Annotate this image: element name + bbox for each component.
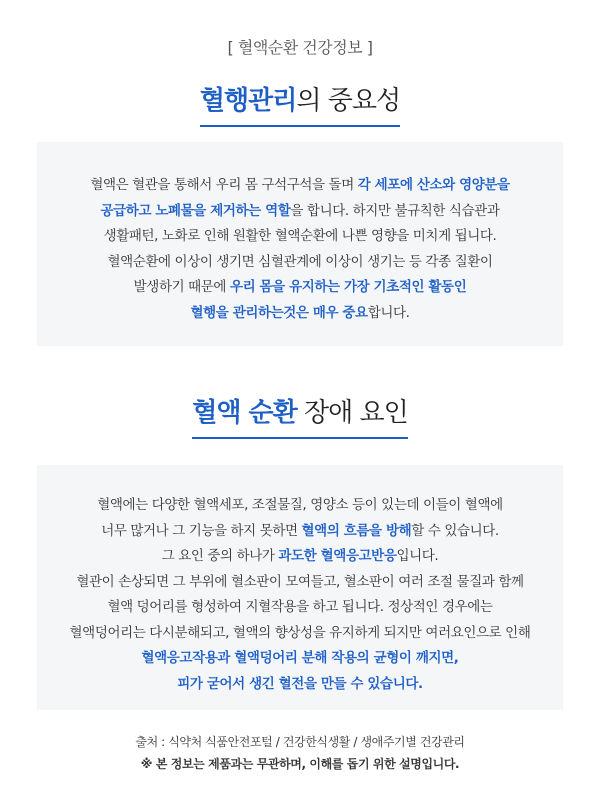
paragraph-line [37,173,563,199]
body-text: 그 요인 중의 하나가 [161,548,279,564]
source-text: 출처 : 식약처 식품안전포털 / 건강한식생활 / 생애주기별 건강관리 [135,735,465,749]
body-text: 혈관이 손상되면 그 부위에 혈소판이 모여들고, 혈소판이 여러 조절 물질과 함께 [76,573,524,590]
paragraph-line [37,493,563,519]
section2-title-rest: 장애 요인 [296,398,408,428]
body-text: 합니다. [367,304,410,321]
section1-heading [0,80,600,127]
body-text: 혈액덩어리는 다시분해되고, 혈액의 향상성을 유지하게 되지만 여러요인으로 인해 [69,624,531,641]
highlighted-text: 혈행을 관리하는것은 매우 중요 [190,304,368,321]
footer [0,731,600,775]
body-text: 발생하기 때문에 [133,279,230,295]
category-tag: [ 혈액순환 건강정보 ] [227,38,373,57]
section2-title [192,392,408,439]
body-text: 혈액에는 다양한 혈액세포, 조절물질, 영양소 등이 있는데 이들이 혈액에 [97,497,503,513]
paragraph-line [37,621,563,647]
paragraph-line [37,595,563,621]
disclaimer-note: ※ 본 정보는 제품과는 무관하며, 이해를 돕기 위한 설명입니다. [140,757,460,771]
section1-paragraph [37,173,563,326]
highlighted-text: 공급하고 노폐물을 제거하는 역할 [100,202,291,219]
section2-title-accent: 혈액 순환 [192,398,297,428]
body-text: 너무 많거나 그 기능을 하지 못하면 [101,522,302,539]
paragraph-line [37,570,563,596]
paragraph-line [37,250,563,276]
highlighted-text: 혈액응고작용과 혈액덩어리 분해 작용의 균형이 깨지면, [141,650,459,666]
section1-title [200,80,400,127]
body-text: 입니다. [396,548,439,564]
paragraph-line [37,646,563,672]
highlighted-text: 혈액의 흐름을 방해 [301,522,412,539]
paragraph-line [37,301,563,327]
body-text: 혈액 덩어리를 형성하여 지혈작용을 하고 됩니다. 정상적인 경우에는 [107,599,493,615]
paragraph-line [37,672,563,698]
body-text: 할 수 있습니다. [411,522,499,539]
body-text: 혈액순환에 이상이 생기면 심혈관계에 이상이 생기는 등 각종 질환이 [107,253,493,270]
section2-box [37,465,563,710]
paragraph-line [37,224,563,250]
section1-box [37,142,563,346]
section2-paragraph [37,493,563,697]
paragraph-line [37,199,563,225]
highlighted-text: 과도한 혈액응고반응 [278,548,397,564]
highlighted-text: 각 세포에 산소와 영양분을 [357,177,510,193]
section1-title-rest: 의 중요성 [296,86,401,116]
section2-heading [0,392,600,439]
body-text: 생활패턴, 노화로 인해 원활한 혈액순환에 나쁜 영향을 미치게 됩니다. [103,228,497,244]
paragraph-line [37,544,563,570]
paragraph-line [37,275,563,301]
body-text: 을 합니다. 하지만 불규칙한 식습관과 [290,202,500,219]
paragraph-line [37,519,563,545]
section1-title-accent: 혈행관리 [199,86,297,116]
highlighted-text: 우리 몸을 유지하는 가장 기초적인 활동인 [229,279,467,295]
body-text: 혈액은 혈관을 통해서 우리 몸 구석구석을 돌며 [90,177,358,193]
highlighted-text: 피가 굳어서 생긴 혈전을 만들 수 있습니다. [177,675,423,692]
